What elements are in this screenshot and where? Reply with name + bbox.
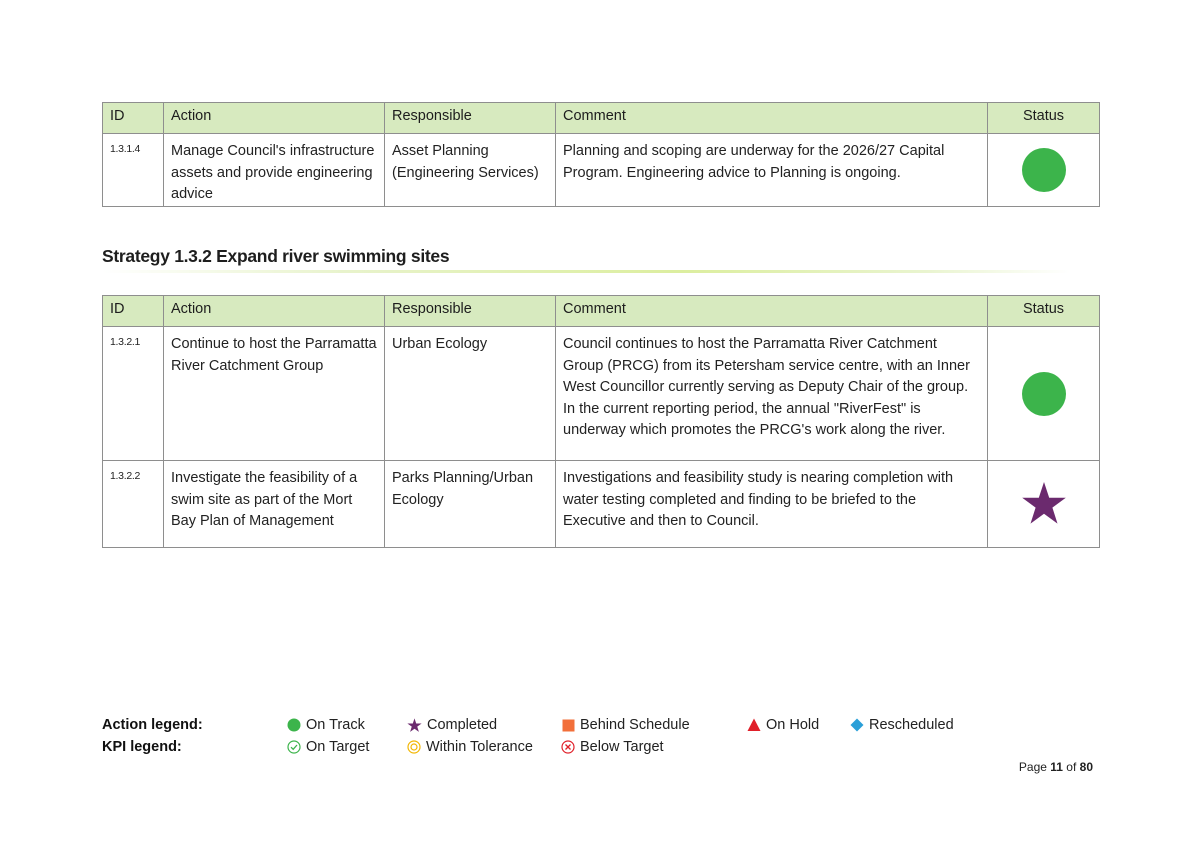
table-row [103, 134, 1100, 207]
header-action: Action [164, 296, 385, 327]
strategy-divider [102, 270, 1070, 273]
page-of: of [1062, 760, 1080, 774]
table-header-row [103, 103, 1100, 134]
page-prefix: Page [1018, 760, 1051, 774]
header-id: ID [103, 103, 164, 134]
orange-square-icon [562, 719, 575, 732]
actions-table-2 [102, 295, 1100, 548]
on-track-status-icon [1021, 371, 1067, 417]
row-id: 1.3.2.2 [103, 461, 164, 548]
legend-label: Rescheduled [869, 717, 954, 733]
row-action: Manage Council's infrastructure assets and provide engineering advice [164, 134, 385, 207]
legend-item-on-target [287, 739, 369, 755]
legend-label: Completed [427, 717, 498, 733]
yellow-target-icon [407, 740, 421, 754]
header-responsible: Responsible [385, 103, 556, 134]
red-x-circle-icon [561, 740, 575, 754]
legend-label: On Target [306, 739, 370, 755]
header-status: Status [988, 103, 1100, 134]
row-id: 1.3.2.1 [103, 327, 164, 461]
row-action: Continue to host the Parramatta River Catchment Group [164, 327, 385, 461]
header-id: ID [103, 296, 164, 327]
page-current: 11 [1050, 760, 1063, 774]
legend-label: On Track [306, 717, 365, 733]
row-status [988, 134, 1100, 207]
row-responsible: Urban Ecology [385, 327, 556, 461]
purple-star-icon [407, 718, 422, 733]
legend-item-within-tolerance [407, 739, 533, 755]
page-number [1019, 760, 1093, 774]
row-action: Investigate the feasibility of a swim site as part of the Mort Bay Plan of Management [164, 461, 385, 548]
header-action: Action [164, 103, 385, 134]
legend-item-behind-schedule [562, 717, 690, 733]
row-status [988, 461, 1100, 548]
table-header-row [103, 296, 1100, 327]
table-row [103, 461, 1100, 548]
legend-item-rescheduled [850, 717, 954, 733]
row-comment: Investigations and feasibility study is nearing completion with water testing completed and finding to be briefed to the Executive and then to Council. [556, 461, 988, 548]
completed-star-icon [1021, 481, 1067, 527]
row-id: 1.3.1.4 [103, 134, 164, 207]
legend-item-completed [407, 717, 497, 733]
legend-label: Behind Schedule [580, 717, 690, 733]
header-comment: Comment [556, 103, 988, 134]
header-comment: Comment [556, 296, 988, 327]
row-responsible: Parks Planning/Urban Ecology [385, 461, 556, 548]
green-circle-icon [287, 718, 301, 732]
table-row [103, 327, 1100, 461]
header-status: Status [988, 296, 1100, 327]
header-responsible: Responsible [385, 296, 556, 327]
legend-label: On Hold [766, 717, 820, 733]
legend-label: Within Tolerance [426, 739, 533, 755]
page-total: 80 [1079, 760, 1093, 774]
green-check-circle-icon [287, 740, 301, 754]
blue-diamond-icon [850, 718, 864, 732]
actions-table-1 [102, 102, 1100, 207]
row-status [988, 327, 1100, 461]
row-responsible: Asset Planning (Engineering Services) [385, 134, 556, 207]
kpi-legend-title: KPI legend: [102, 739, 182, 755]
row-comment: Planning and scoping are underway for the 2026/27 Capital Program. Engineering advice to Planning is ongoing. [556, 134, 988, 207]
strategy-heading: Strategy 1.3.2 Expand river swimming sites [102, 246, 450, 266]
legend-label: Below Target [580, 739, 664, 755]
on-track-status-icon [1021, 147, 1067, 193]
legend-item-on-track [287, 717, 365, 733]
legend-item-below-target [561, 739, 664, 755]
action-legend-title: Action legend: [102, 717, 203, 733]
red-triangle-icon [747, 718, 761, 732]
row-comment: Council continues to host the Parramatta River Catchment Group (PRCG) from its Petersham service centre, with an Inner West Councillor currently serving as Deputy Chair of the group. In the current reporting period, the annual "RiverFest" is underway which promotes the PRCG's work along the river. [556, 327, 988, 461]
legend-item-on-hold [747, 717, 819, 733]
